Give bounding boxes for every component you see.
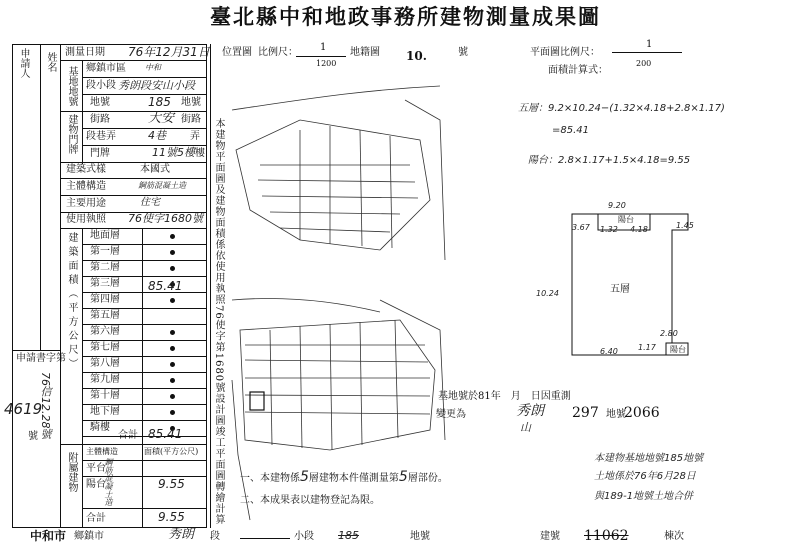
survey-date-value: 76年12月31日 — [128, 45, 210, 59]
floor-label: 第五層 — [90, 310, 120, 321]
footer-section: 秀朗 — [168, 527, 195, 542]
floor-label: 地面層 — [90, 230, 120, 241]
fifth-floor-value: 85.41 — [148, 279, 183, 293]
floor-label: 第四層 — [90, 294, 120, 305]
footer-building-number: 11062 — [584, 528, 629, 544]
floor-label: 第二層 — [90, 262, 120, 273]
new-lot-label: 地號 — [606, 409, 626, 420]
floor-label: 第十層 — [90, 390, 120, 401]
street-unit: 街路 — [181, 114, 201, 125]
new-number-1: 297 — [572, 405, 599, 421]
base-land-label: 基地地號 — [66, 66, 77, 106]
plan-scale-den: 200 — [636, 59, 652, 68]
annex-structure-value: 鋼筋混凝土造 — [104, 458, 113, 506]
hand-note-2: 土地係於76年6月28日 — [594, 471, 696, 482]
page-title: 臺北縣中和地政事務所建物測量成果圖 — [210, 4, 601, 29]
structure-value: 鋼筋混凝土造 — [138, 181, 186, 190]
footer-building-suffix: 棟次 — [664, 531, 684, 542]
change-to-label: 變更為 — [436, 409, 466, 420]
use-value: 住宅 — [140, 197, 160, 208]
location-scale-label: 比例尺： — [258, 47, 298, 58]
use-label: 主要用途 — [66, 198, 106, 209]
floor-label: 第七層 — [90, 342, 120, 353]
floor-label: 第六層 — [90, 326, 120, 337]
note-2: 二、本成果表以建物登記為限。 — [240, 495, 380, 506]
structure-label: 主體構造 — [66, 181, 106, 192]
balcony-top-label: 陽台 — [618, 215, 634, 224]
lot-label: 地號 — [90, 97, 110, 108]
section-value: 秀朗段安山小段 — [118, 79, 195, 92]
floor-label: 騎樓 — [90, 422, 110, 433]
location-map-label: 位置圖 — [222, 47, 252, 58]
area-total-label: 合計 — [118, 430, 138, 441]
fifth-floor-label: 五層 — [610, 284, 630, 295]
dim-right-top: 1.45 — [676, 221, 694, 230]
floor-label: 第三層 — [90, 278, 120, 289]
footer-lot-struck: 185 — [338, 529, 359, 542]
note-1-part-a: 一、本建物係 — [240, 473, 300, 484]
lane-label: 段巷弄 — [86, 131, 116, 142]
district-value: 中和 — [145, 63, 161, 72]
balcony-bottom-label: 陽台 — [670, 345, 686, 354]
application-no-label: 申請書字第 — [16, 353, 66, 364]
new-subsection: 山 — [520, 421, 531, 434]
hand-note-3: 與189-1地號土地合併 — [594, 491, 694, 502]
note-1-part-c: 層部份。 — [407, 473, 448, 484]
license-value: 76使字1680號 — [128, 212, 203, 225]
calc-line-1: 五層：9.2×10.24−(1.32×4.18+2.8×1.17) — [518, 103, 725, 114]
sample-label: 建築式樣 — [66, 164, 106, 175]
balcony-area-value: 9.55 — [158, 477, 185, 491]
new-number-2: 2066 — [624, 405, 660, 421]
sample-value: 本國式 — [140, 164, 170, 175]
lot-unit: 地號 — [181, 97, 201, 108]
calc-line-3: 陽台：2.8×1.17+1.5×4.18=9.55 — [528, 155, 691, 166]
annex-area-label: 面積(平方公尺) — [144, 447, 199, 456]
annex-row-balcony: 陽台 — [86, 479, 106, 490]
location-scale-den: 1200 — [316, 59, 337, 68]
dim-117: 1.17 — [638, 343, 656, 352]
number-char: 號 — [28, 431, 38, 442]
dim-280: 2.80 — [660, 329, 678, 338]
annex-side-label: 附屬建物 — [66, 452, 77, 492]
area-side-label: 建築面積（平方公尺） — [66, 232, 77, 372]
floor-label: 地下層 — [90, 406, 120, 417]
area-calc-label: 面積計算式： — [548, 65, 608, 76]
door-label: 門牌 — [90, 148, 110, 159]
plan-scale-label: 平面圖比例尺： — [530, 47, 600, 58]
street-label: 街路 — [90, 114, 110, 125]
door-unit: 樓 — [195, 148, 205, 159]
seal-label: 姓名 — [45, 52, 56, 72]
footer-city: 中和市 — [30, 529, 67, 543]
dim-side: 10.24 — [536, 289, 559, 298]
area-total-value: 85.41 — [148, 427, 183, 441]
dim-top: 9.20 — [608, 201, 626, 210]
new-section: 秀朗 — [516, 403, 544, 419]
street-value: 大安 — [148, 111, 175, 126]
stamp-number: 4619 — [4, 400, 43, 418]
floor-label: 第九層 — [90, 374, 120, 385]
application-no-value: 76信12.28號 — [39, 372, 52, 440]
applicant-label: 申請人 — [18, 48, 29, 78]
doorplate-label: 建物門牌 — [66, 114, 77, 154]
location-vertical-note: 本建物平面圖及建物面積係依使用執照76使字第1680號設計圖竣工平面圖轉繪計算 — [213, 118, 224, 526]
footer-subsection-suffix: 小段 — [294, 531, 314, 542]
license-label: 使用執照 — [66, 214, 106, 225]
cadastral-sheet-unit: 號 — [458, 47, 468, 58]
dim-left-top: 3.67 — [572, 223, 590, 232]
lane-unit: 弄 — [190, 131, 200, 142]
note-1-floors: 5 — [300, 469, 309, 485]
lane-value: 4巷 — [148, 129, 166, 142]
redraw-note: 基地號於81年 月 日因重測 — [438, 391, 571, 402]
floor-label: 第八層 — [90, 358, 120, 369]
annex-total-value: 9.55 — [158, 510, 185, 524]
section-label: 段小段 — [86, 80, 116, 91]
dim-small: 1.32 — [600, 225, 618, 234]
annex-structure-label: 主體構造 — [86, 447, 118, 456]
location-scale-num: 1 — [320, 42, 327, 53]
district-label: 鄉鎮市區 — [86, 63, 126, 74]
survey-date-label: 測量日期 — [65, 47, 105, 58]
dim-640: 6.40 — [600, 347, 618, 356]
footer-building-label: 建號 — [540, 531, 560, 542]
plan-scale-num: 1 — [646, 39, 653, 50]
annex-row-platform: 平台 — [86, 463, 106, 474]
note-1-floor: 5 — [398, 469, 408, 485]
door-value: 11號5樓 — [152, 146, 195, 159]
lot-value: 185 — [148, 95, 171, 109]
footer-city-suffix: 鄉鎮市 — [74, 531, 104, 542]
footer-section-suffix: 段 — [210, 531, 220, 542]
calc-line-2: =85.41 — [552, 125, 590, 136]
balcony-top-dim: 4.18 — [630, 225, 648, 234]
note-1-part-b: 層建物本件僅測量第 — [308, 473, 399, 484]
hand-note-1: 本建物基地地號185地號 — [594, 453, 704, 464]
annex-row-total: 合計 — [86, 513, 106, 524]
footer-lot-suffix: 地號 — [410, 531, 430, 542]
note-1 — [240, 470, 448, 484]
cadastral-sheet-label: 地籍圖 — [350, 47, 380, 58]
cadastral-sheet-value: 10. — [406, 49, 427, 63]
floor-label: 第一層 — [90, 246, 120, 257]
